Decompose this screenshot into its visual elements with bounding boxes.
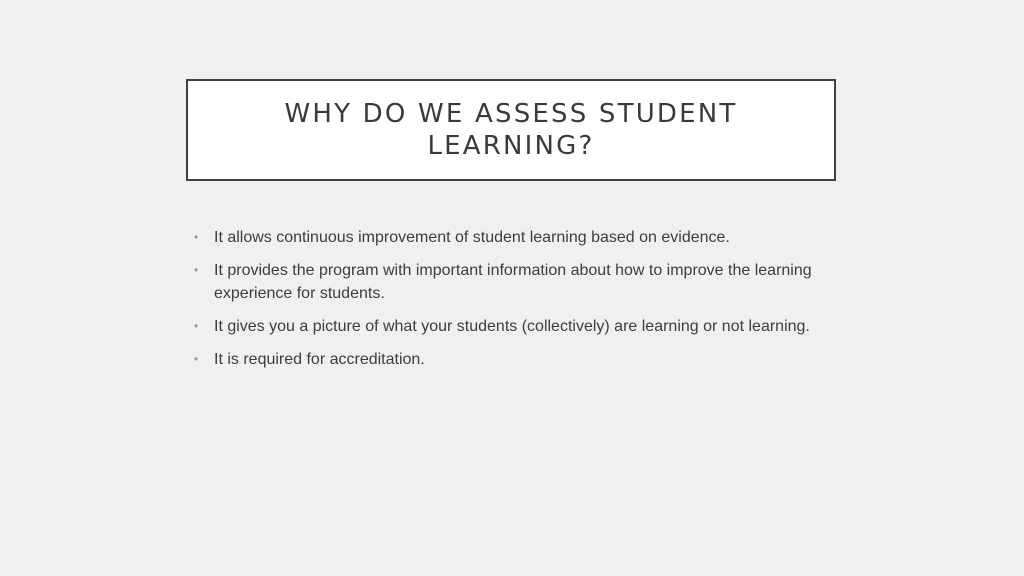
bullet-item	[194, 226, 844, 249]
bullet-item	[194, 348, 844, 371]
bullet-text: It provides the program with important information about how to improve the learning experience for students.	[214, 262, 812, 302]
bullet-icon: •	[194, 352, 199, 366]
bullet-list	[194, 226, 844, 381]
bullet-icon: •	[194, 319, 199, 333]
slide-title-line-1: WHY DO WE ASSESS STUDENT	[284, 99, 738, 129]
slide-title	[284, 98, 737, 162]
slide-title-line-2: LEARNING?	[427, 131, 595, 161]
title-box	[186, 79, 836, 181]
bullet-text: It gives you a picture of what your students (collectively) are learning or not learning.	[214, 318, 810, 335]
bullet-item	[194, 259, 844, 305]
bullet-item	[194, 315, 844, 338]
bullet-text: It is required for accreditation.	[214, 351, 425, 368]
bullet-text: It allows continuous improvement of student learning based on evidence.	[214, 229, 730, 246]
bullet-icon: •	[194, 263, 199, 277]
bullet-icon: •	[194, 230, 199, 244]
